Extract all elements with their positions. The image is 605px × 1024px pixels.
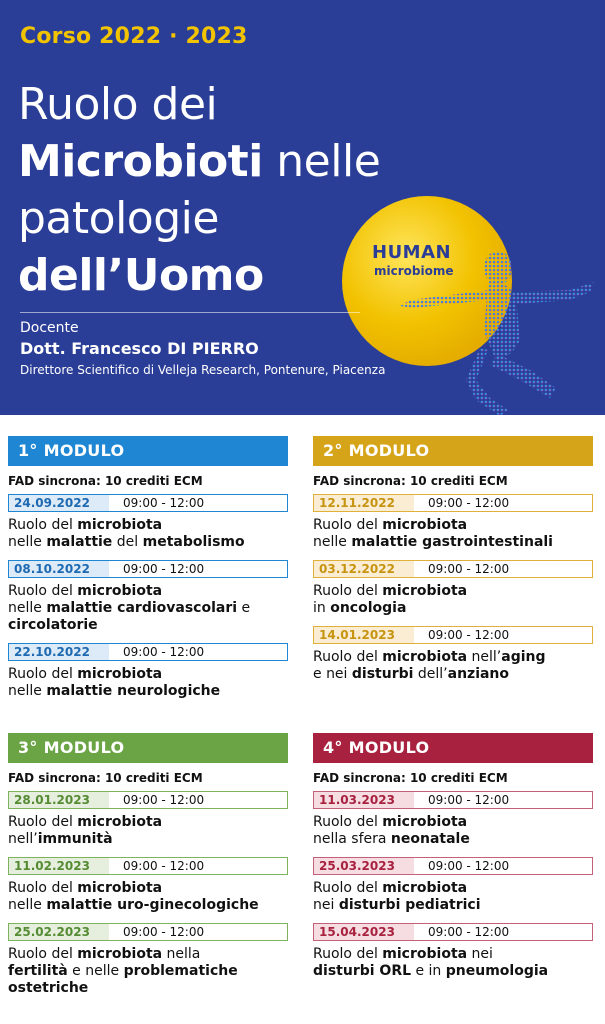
lesson-date: 08.10.2022 xyxy=(9,561,109,577)
lesson-text: nei xyxy=(313,897,339,913)
lesson-bold: malattie neurologiche xyxy=(46,683,221,699)
title-line-1: Ruolo dei xyxy=(18,79,218,130)
lesson-date-row xyxy=(313,791,593,809)
lesson-text: nell’ xyxy=(467,649,502,665)
lesson-date: 03.12.2022 xyxy=(314,561,414,577)
lesson-date-row xyxy=(8,560,288,578)
title-line-3: patologie xyxy=(18,193,219,244)
module-4 xyxy=(313,733,593,989)
lesson-text: del xyxy=(112,534,143,550)
lesson-bold: aging xyxy=(501,649,546,665)
logo-microbiome: microbiome xyxy=(374,264,454,278)
lesson-text: nella xyxy=(162,946,201,962)
lesson-date: 15.04.2023 xyxy=(314,924,414,940)
lesson-text: nelle xyxy=(8,534,47,550)
lesson-text: Ruolo del xyxy=(8,814,78,830)
lesson-text: nelle xyxy=(8,683,47,699)
lesson-date-row xyxy=(8,791,288,809)
lesson-bold: microbiota xyxy=(382,946,468,962)
lesson-date: 12.11.2022 xyxy=(314,495,414,511)
lesson-bold: immunità xyxy=(37,831,113,847)
lesson-bold: neonatale xyxy=(390,831,470,847)
lesson-bold: microbiota xyxy=(77,583,163,599)
lesson-text: Ruolo del xyxy=(313,583,383,599)
lesson-title xyxy=(313,583,593,617)
lesson-bold: disturbi ORL xyxy=(313,963,412,979)
lesson-title xyxy=(313,946,593,980)
docente-name: Dott. Francesco DI PIERRO xyxy=(20,339,259,358)
logo-human: HUMAN xyxy=(372,242,452,263)
lesson-text: nell’ xyxy=(8,831,38,847)
lesson-date: 28.01.2023 xyxy=(9,792,109,808)
lesson-text: Ruolo del xyxy=(313,814,383,830)
lesson-title xyxy=(8,517,288,551)
lesson-title xyxy=(8,666,288,700)
lesson-date-row xyxy=(8,857,288,875)
lesson-bold: fertilità xyxy=(8,963,68,979)
lesson-bold: disturbi xyxy=(351,666,414,682)
lesson-bold: microbiota xyxy=(77,880,163,896)
lesson-date-row xyxy=(313,626,593,644)
lesson-bold: disturbi pediatrici xyxy=(338,897,481,913)
divider-line xyxy=(20,312,360,313)
lesson-bold: microbiota xyxy=(382,814,468,830)
docente-role: Direttore Scientifico di Velleja Research, Pontenure, Piacenza xyxy=(20,363,386,377)
module-fad: FAD sincrona: 10 crediti ECM xyxy=(8,474,203,488)
lesson-bold: metabolismo xyxy=(142,534,245,550)
lesson-date: 22.10.2022 xyxy=(9,644,109,660)
lesson-text: Ruolo del xyxy=(8,517,78,533)
lesson-text: Ruolo del xyxy=(8,666,78,682)
lesson-bold: malattie cardiovascolari xyxy=(46,600,238,616)
lesson-date: 25.03.2023 xyxy=(314,858,414,874)
lesson-date: 11.02.2023 xyxy=(9,858,109,874)
lesson-title xyxy=(313,517,593,551)
lesson-title xyxy=(313,814,593,848)
lesson-bold: microbiota xyxy=(382,880,468,896)
lesson-text: in xyxy=(313,600,331,616)
lesson-text: Ruolo del xyxy=(313,517,383,533)
module-title: 1° MODULO xyxy=(8,436,288,466)
lesson-title xyxy=(313,649,593,683)
lesson-time: 09:00 - 12:00 xyxy=(428,859,510,873)
header-banner xyxy=(0,0,605,415)
lesson-date-row xyxy=(8,643,288,661)
lesson-date-row xyxy=(313,494,593,512)
module-2 xyxy=(313,436,593,692)
lesson-time: 09:00 - 12:00 xyxy=(123,496,205,510)
module-fad: FAD sincrona: 10 crediti ECM xyxy=(313,771,508,785)
lesson-text: e nei xyxy=(313,666,352,682)
lesson-text: Ruolo del xyxy=(8,880,78,896)
title-line-2-bold: Microbioti xyxy=(18,136,263,187)
lesson-title xyxy=(8,880,288,914)
lesson-time: 09:00 - 12:00 xyxy=(123,793,205,807)
lesson-date: 11.03.2023 xyxy=(314,792,414,808)
lesson-date-row xyxy=(313,560,593,578)
lesson-time: 09:00 - 12:00 xyxy=(428,793,510,807)
lesson-time: 09:00 - 12:00 xyxy=(123,562,205,576)
module-title: 4° MODULO xyxy=(313,733,593,763)
lesson-title xyxy=(8,814,288,848)
module-title: 2° MODULO xyxy=(313,436,593,466)
lesson-bold: microbiota xyxy=(77,517,163,533)
page-title xyxy=(18,76,380,304)
lesson-time: 09:00 - 12:00 xyxy=(123,645,205,659)
lesson-text: nei xyxy=(467,946,493,962)
lesson-bold: problematiche ostetriche xyxy=(8,963,238,996)
lesson-date-row xyxy=(313,923,593,941)
lesson-bold: anziano xyxy=(447,666,510,682)
lesson-date: 24.09.2022 xyxy=(9,495,109,511)
module-1 xyxy=(8,436,288,709)
module-fad: FAD sincrona: 10 crediti ECM xyxy=(313,474,508,488)
lesson-text: nelle xyxy=(8,600,47,616)
lesson-text: dell’ xyxy=(413,666,448,682)
lesson-bold: malattie uro-ginecologiche xyxy=(46,897,259,913)
lesson-time: 09:00 - 12:00 xyxy=(428,562,510,576)
lesson-text: nelle xyxy=(8,897,47,913)
lesson-text: Ruolo del xyxy=(313,946,383,962)
lesson-text: e nelle xyxy=(67,963,124,979)
docente-label: Docente xyxy=(20,320,79,336)
lesson-title xyxy=(313,880,593,914)
lesson-text: Ruolo del xyxy=(8,583,78,599)
title-line-4: dell’Uomo xyxy=(18,250,264,301)
lesson-bold: microbiota xyxy=(382,583,468,599)
lesson-text: nelle xyxy=(313,534,352,550)
lesson-bold: circolatorie xyxy=(8,617,98,633)
lesson-text: e xyxy=(237,600,251,616)
lesson-bold: microbiota xyxy=(77,814,163,830)
lesson-date-row xyxy=(8,923,288,941)
lesson-bold: malattie xyxy=(46,534,113,550)
lesson-bold: microbiota xyxy=(77,666,163,682)
module-fad: FAD sincrona: 10 crediti ECM xyxy=(8,771,203,785)
lesson-time: 09:00 - 12:00 xyxy=(123,925,205,939)
course-years: Corso 2022 · 2023 xyxy=(20,24,248,49)
lesson-text: Ruolo del xyxy=(313,649,383,665)
lesson-text: e in xyxy=(411,963,446,979)
lesson-date-row xyxy=(313,857,593,875)
module-3 xyxy=(8,733,288,1006)
lesson-time: 09:00 - 12:00 xyxy=(428,496,510,510)
module-title: 3° MODULO xyxy=(8,733,288,763)
lesson-time: 09:00 - 12:00 xyxy=(123,859,205,873)
lesson-title xyxy=(8,946,288,997)
lesson-date: 25.02.2023 xyxy=(9,924,109,940)
lesson-bold: microbiota xyxy=(382,649,468,665)
lesson-title xyxy=(8,583,288,634)
lesson-bold: oncologia xyxy=(330,600,407,616)
title-line-2-rest: nelle xyxy=(262,136,381,187)
lesson-date-row xyxy=(8,494,288,512)
human-figure-illustration xyxy=(380,220,605,415)
lesson-bold: malattie gastrointestinali xyxy=(351,534,553,550)
lesson-date: 14.01.2023 xyxy=(314,627,414,643)
lesson-time: 09:00 - 12:00 xyxy=(428,925,510,939)
lesson-bold: microbiota xyxy=(77,946,163,962)
lesson-text: nella sfera xyxy=(313,831,391,847)
lesson-text: Ruolo del xyxy=(313,880,383,896)
lesson-bold: microbiota xyxy=(382,517,468,533)
lesson-time: 09:00 - 12:00 xyxy=(428,628,510,642)
lesson-bold: pneumologia xyxy=(445,963,549,979)
lesson-text: Ruolo del xyxy=(8,946,78,962)
